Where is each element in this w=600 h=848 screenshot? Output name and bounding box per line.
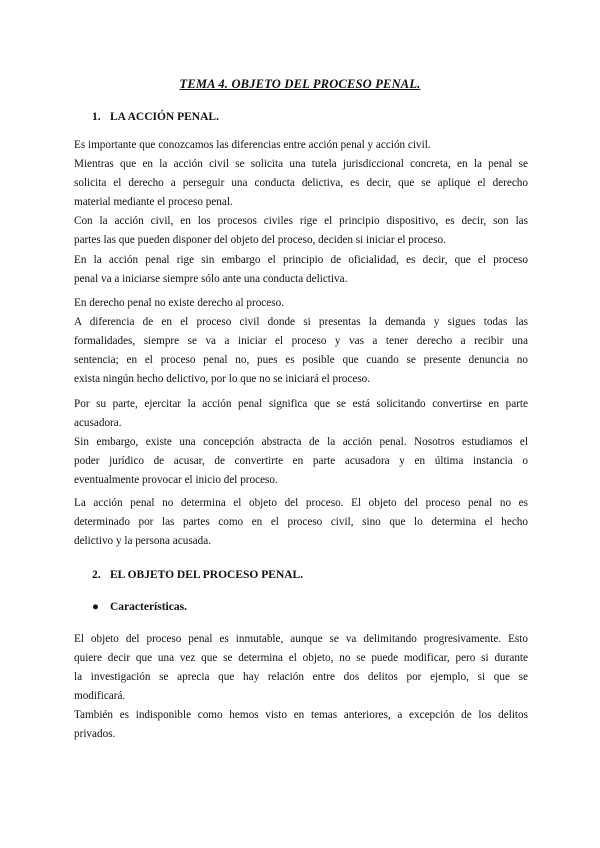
text-line: eventualmente provocar el inicio del proceso. (74, 474, 278, 487)
text-line: determinado por las partes como en el proceso civil, sino que lo determina el hecho (74, 516, 528, 529)
text-line: delictivo y la persona acusada. (74, 535, 211, 548)
paragraph-ejercitar-accion (74, 395, 528, 490)
text-line: partes las que pueden disponer del objeto del proceso, deciden si iniciar el proceso. (74, 234, 446, 247)
subheading-caracteristicas (92, 601, 187, 613)
section-title: EL OBJETO DEL PROCESO PENAL. (110, 569, 304, 581)
section-number: 2. (92, 569, 101, 581)
paragraph-diferencias (74, 136, 528, 289)
section-title: LA ACCIÓN PENAL. (110, 111, 219, 123)
document-title: TEMA 4. OBJETO DEL PROCESO PENAL. (179, 77, 421, 91)
text-line: material mediante el proceso penal. (74, 196, 233, 209)
paragraph-objeto-determinado (74, 494, 528, 551)
text-line: acusadora. (74, 417, 122, 430)
paragraph-derecho-al-proceso (74, 294, 528, 389)
section-number: 1. (92, 111, 101, 123)
text-line: poder jurídico de acusar, de convertirte en parte acusadora y en última instancia o (74, 455, 528, 468)
text-line: quiere decir que una vez que se determina el objeto, no se puede modificar, pero si durante (74, 652, 528, 665)
text-line: penal va a iniciarse siempre sólo ante una conducta delictiva. (74, 272, 348, 285)
text-line: formalidades, siempre se va a iniciar el proceso y vas a tener derecho a recibir una (74, 335, 528, 348)
text-line: La acción penal no determina el objeto del proceso. El objeto del proceso penal no es (74, 497, 528, 509)
section-heading-accion-penal (92, 111, 219, 123)
text-line: solicita el derecho a perseguir una conducta delictiva, es decir, que se aplique el derecho (74, 177, 528, 190)
text-line: A diferencia de en el proceso civil donde si presentas la demanda y sigues todas las (74, 316, 528, 329)
text-line: privados. (74, 728, 116, 741)
section-heading-objeto-proceso (92, 569, 303, 581)
text-line: la investigación se aprecia que hay relación entre dos delitos por ejemplo, si que se (74, 671, 528, 684)
subheading-title: Características. (110, 601, 187, 613)
text-line: modificará. (74, 690, 126, 703)
text-line: El objeto del proceso penal es inmutable, aunque se va delimitando progresivamente. Esto (74, 633, 528, 645)
text-line: Con la acción civil, en los procesos civiles rige el principio dispositivo, es decir, son las (74, 215, 528, 228)
paragraph-caracteristicas (74, 630, 528, 745)
text-line: En la acción penal rige sin embargo el principio de oficialidad, es decir, que el proceso (74, 253, 528, 266)
text-line: exista ningún hecho delictivo, por lo que no se iniciará el proceso. (74, 373, 371, 386)
text-line: sentencia; en el proceso penal no, pues es posible que cuando se presente denuncia no (74, 354, 528, 367)
text-line: Por su parte, ejercitar la acción penal significa que se está solicitando convertirse en parte (74, 398, 528, 410)
text-line: En derecho penal no existe derecho al proceso. (74, 297, 284, 309)
text-line: Sin embargo, existe una concepción abstracta de la acción penal. Nosotros estudiamos el (74, 436, 528, 449)
bullet-icon: ● (92, 601, 99, 613)
text-line: También es indisponible como hemos visto en temas anteriores, a excepción de los delitos (74, 709, 528, 722)
text-line: Mientras que en la acción civil se solicita una tutela jurisdiccional concreta, en la penal se (74, 158, 528, 171)
text-line: Es importante que conozcamos las diferencias entre acción penal y acción civil. (74, 139, 431, 151)
